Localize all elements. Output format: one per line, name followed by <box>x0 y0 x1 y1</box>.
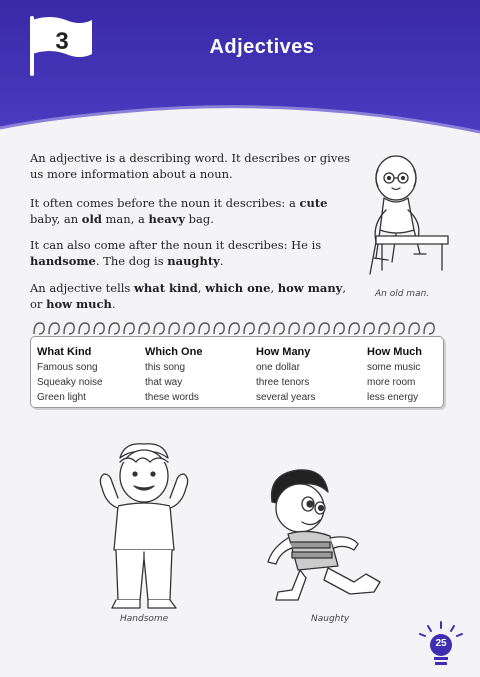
column-header: How Many <box>256 346 311 358</box>
list-item: Famous song <box>37 362 98 373</box>
old-man-caption: An old man. <box>375 289 430 299</box>
paragraph-definition: An adjective is a describing word. It describes or gives us more information about a noun. <box>30 151 351 181</box>
list-item: less energy <box>367 392 419 403</box>
paragraph-adjective-tells: An adjective tells what kind, which one, how many, or how much. <box>30 281 347 311</box>
list-item: this song <box>145 362 186 373</box>
naughty-boy-illustration <box>258 462 398 612</box>
column-header: What Kind <box>37 346 92 358</box>
list-item: Squeaky noise <box>37 377 103 388</box>
list-item: that way <box>145 377 183 388</box>
page-title: Adjectives <box>209 36 315 58</box>
list-item: one dollar <box>256 362 300 373</box>
column-how-many <box>256 345 315 405</box>
column-header: How Much <box>367 346 422 358</box>
list-item: Green light <box>37 392 86 403</box>
list-item: more room <box>367 377 416 388</box>
list-item: several years <box>256 392 316 403</box>
old-man-illustration <box>356 150 456 285</box>
handsome-boy-illustration <box>88 440 198 612</box>
list-item: some music <box>367 362 421 373</box>
paragraph-before-noun: It often comes before the noun it describes: a cute baby, an old man, a heavy bag. <box>30 196 328 226</box>
column-what-kind <box>37 345 103 405</box>
handsome-caption: Handsome <box>120 614 169 624</box>
naughty-caption: Naughty <box>311 614 350 624</box>
adjective-examples-table <box>30 336 444 408</box>
column-how-much <box>367 345 422 405</box>
unit-number: 3 <box>55 28 69 55</box>
page-number: 25 <box>435 638 447 649</box>
paragraph-after-noun: It can also come after the noun it describes: He is handsome. The dog is naughty. <box>30 238 322 268</box>
column-which-one <box>145 345 202 405</box>
list-item: three tenors <box>256 377 310 388</box>
list-item: these words <box>145 392 199 403</box>
column-header: Which One <box>145 346 203 358</box>
